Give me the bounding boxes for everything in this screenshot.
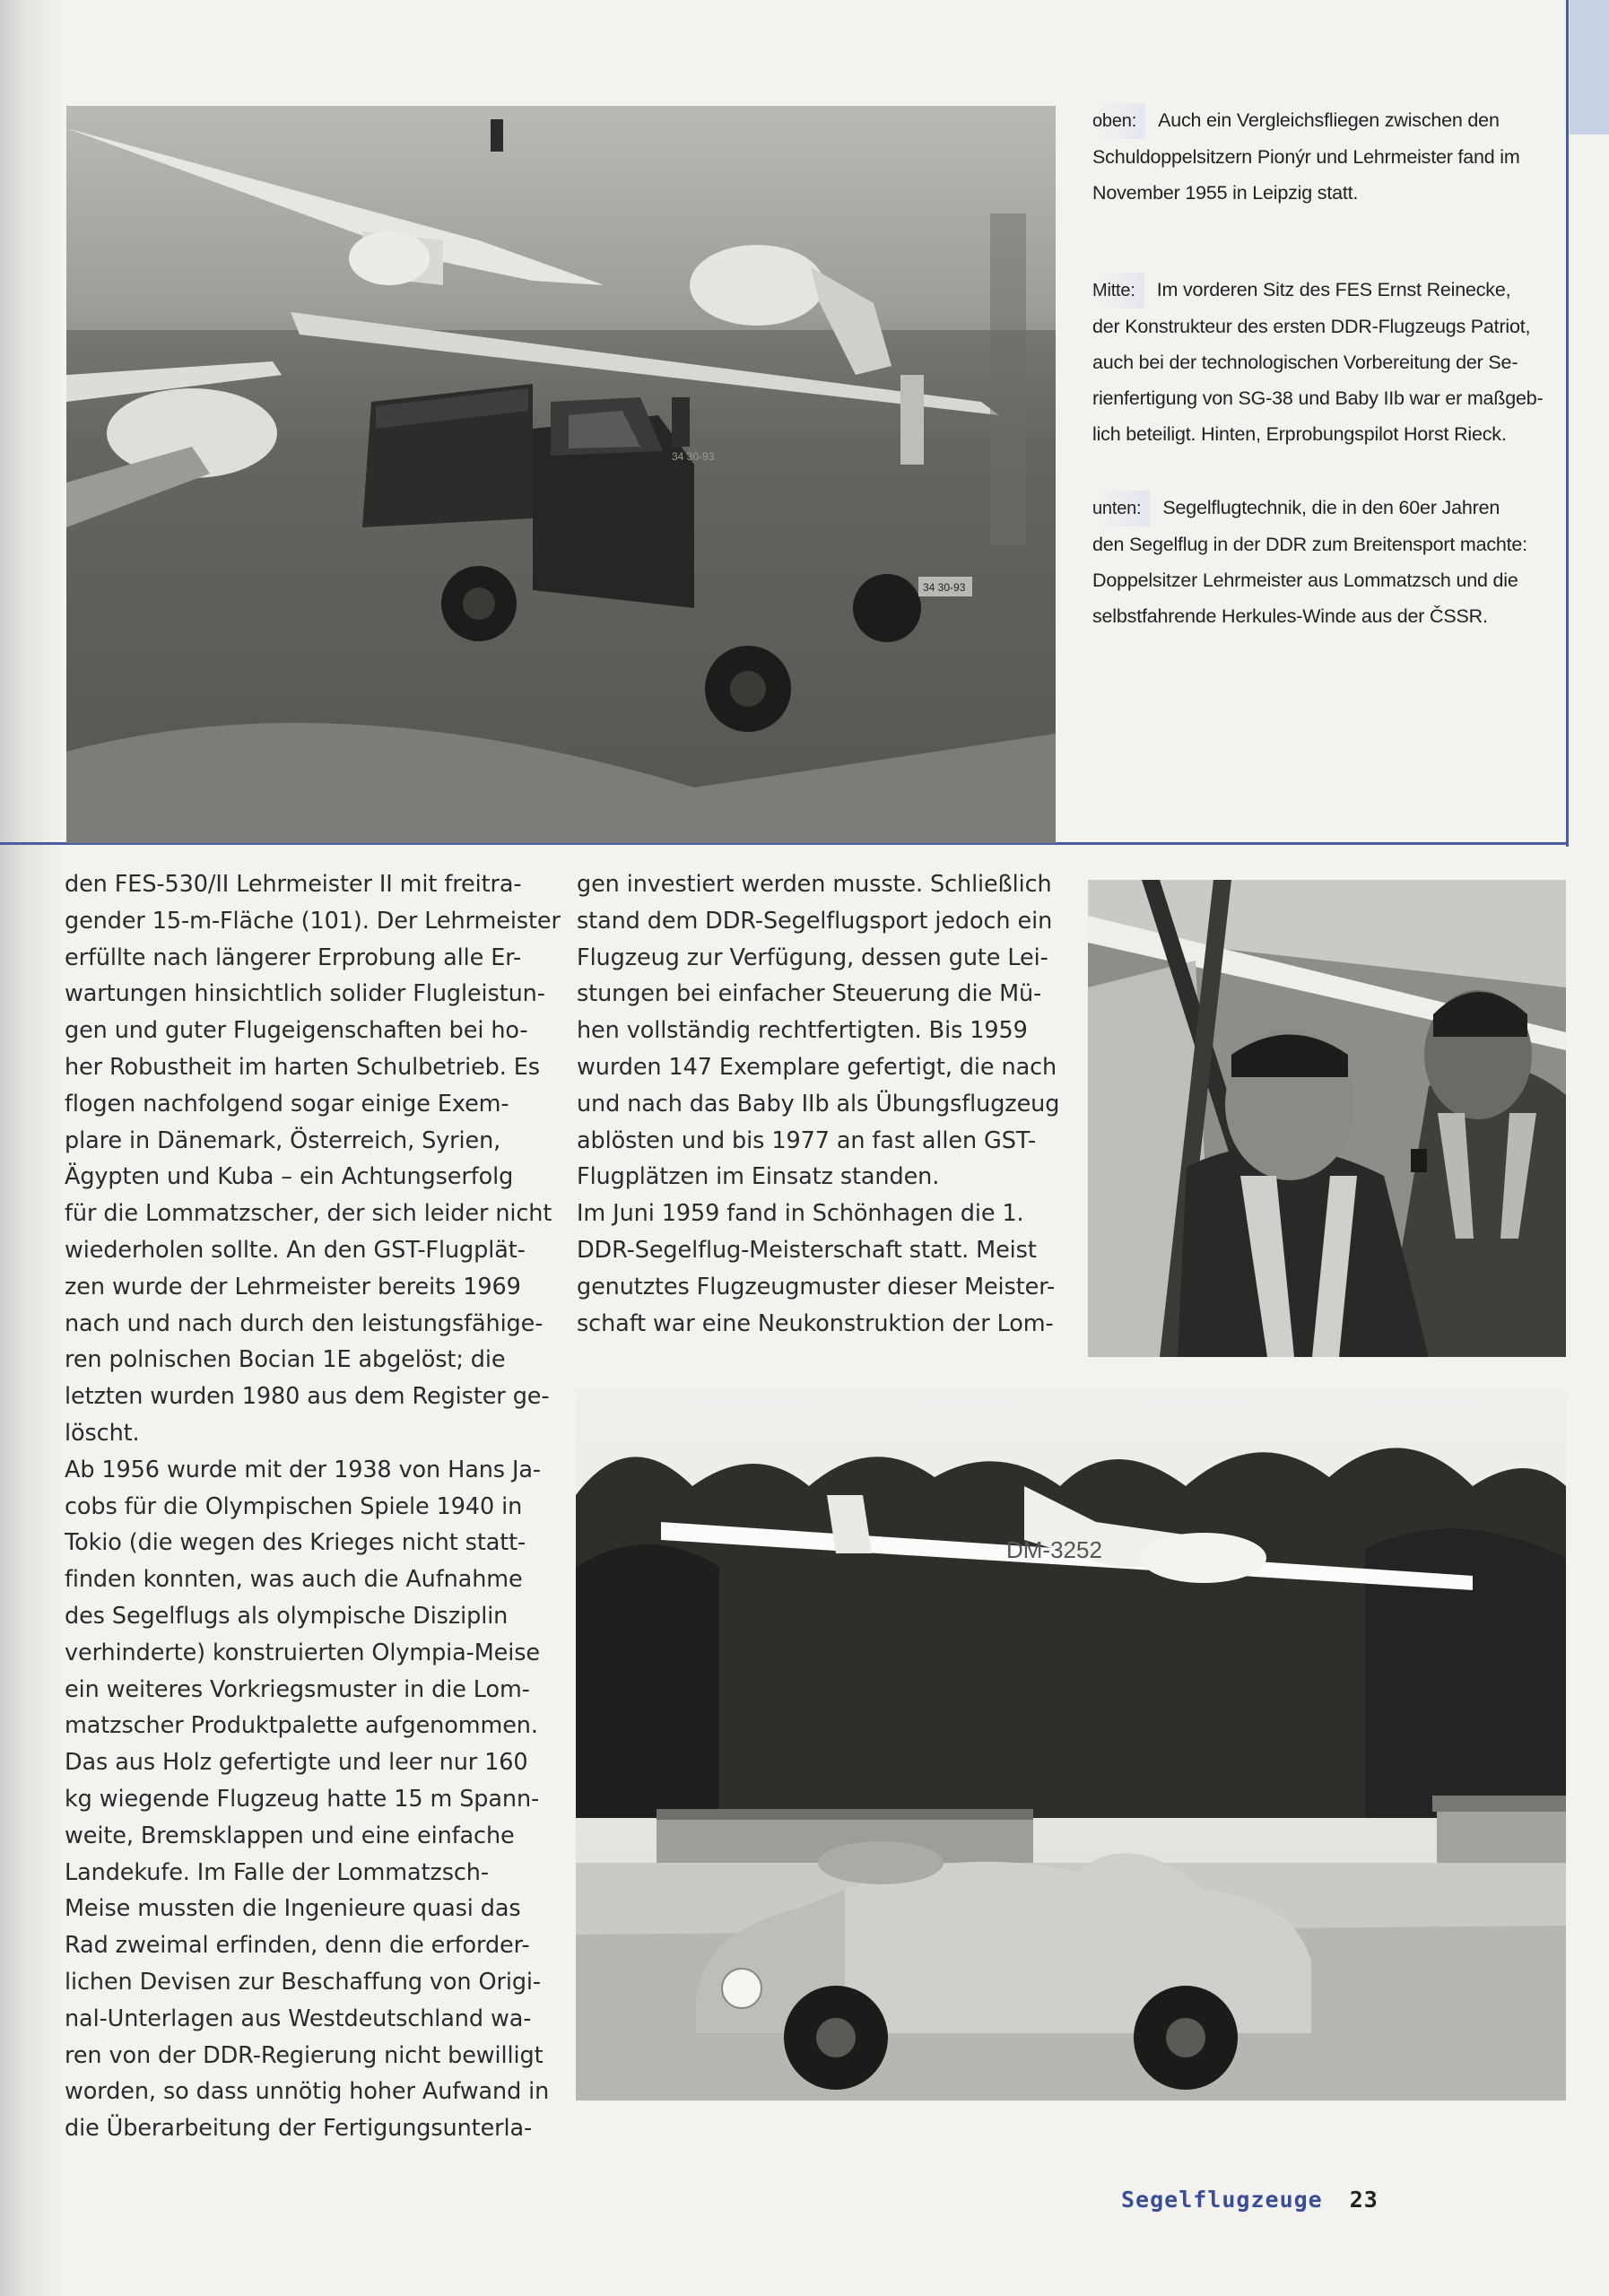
caption-line: auch bei der technologischen Vorbereitung der Se- [1092,352,1518,373]
caption-line: Segelflugtechnik, die in den 60er Jahren [1162,497,1500,518]
caption-line: selbstfahrende Herkules-Winde aus der ČSSR. [1092,605,1488,627]
body-text-line: verhinderte) konstruierten Olympia-Meise [65,1639,541,1666]
body-text-line: hen vollständig rechtfertigten. Bis 1959 [577,1017,1028,1045]
binding-gutter-shadow [0,0,63,2296]
caption-line: Doppelsitzer Lehrmeister aus Lommatzsch und die [1092,570,1518,591]
body-text-line: Im Juni 1959 fand in Schönhagen die 1. [577,1200,1024,1228]
caption-middle [1092,272,1557,452]
body-text-line: her Robustheit im harten Schulbetrieb. Es [65,1053,540,1081]
body-text-line: wiederholen sollte. An den GST-Flugplät- [65,1236,526,1264]
body-text-line: erfüllte nach längerer Erprobung alle Er- [65,944,522,971]
body-text-line: Ägypten und Kuba – ein Achtungserfolg [65,1163,514,1191]
body-text-line: schaft war eine Neukonstruktion der Lom- [577,1309,1054,1337]
body-text-line: zen wurde der Lehrmeister bereits 1969 [65,1273,521,1300]
body-text-line: Meise mussten die Ingenieure quasi das [65,1895,521,1923]
truck-plate: 34 30-93 [923,581,966,594]
caption-line: November 1955 in Leipzig statt. [1092,182,1359,204]
caption-line: Im vorderen Sitz des FES Ernst Reinecke, [1156,279,1511,300]
body-text-line: ren polnischen Bocian 1E abgelöst; die [65,1346,506,1374]
body-text-line: Tokio (die wegen des Krieges nicht statt- [65,1529,526,1557]
caption-line: rienfertigung von SG-38 und Baby IIb war er maßgeb- [1092,387,1544,409]
caption-bottom [1092,490,1557,634]
photo-glider-and-winch [576,1387,1566,2100]
caption-box-rule-vertical [1566,0,1569,847]
body-text-line: gen investiert werden musste. Schließlich [577,871,1052,898]
page-edge-tab [1570,0,1609,135]
glider-registration: DM-3252 [1006,1536,1102,1563]
caption-line: den Segelflug in der DDR zum Breitensport machte: [1092,534,1527,555]
photo-gliders-and-truck [66,106,1056,843]
caption-top [1092,102,1557,211]
body-text-line: löscht. [65,1419,140,1447]
photo-captions [1092,102,1557,672]
body-text-line: ein weiteres Vorkriegsmuster in die Lom- [65,1675,530,1703]
body-text-line: und nach das Baby IIb als Übungsflugzeug [577,1090,1060,1118]
page-footer [1121,2187,1379,2213]
body-text-line: cobs für die Olympischen Spiele 1940 in [65,1492,523,1520]
body-text-line: worden, so dass unnötig hoher Aufwand in [65,2078,550,2106]
body-text-line: Das aus Holz gefertigte und leer nur 160 [65,1749,528,1777]
body-text-line: Rad zweimal erfinden, denn die erforder- [65,1932,530,1960]
body-text-line: ren von der DDR-Regierung nicht bewilligt [65,2041,544,2069]
body-text-line: den FES-530/II Lehrmeister II mit freitra- [65,871,522,898]
body-text-line: stungen bei einfacher Steuerung die Mü- [577,980,1042,1008]
body-text-line: nach und nach durch den leistungsfähige- [65,1309,544,1337]
caption-tag-bottom: unten: [1092,491,1150,526]
body-text-line: plare in Dänemark, Österreich, Syrien, [65,1126,501,1154]
body-text-middle-column [577,866,1065,1342]
body-text-line: wurden 147 Exemplare gefertigt, die nach [577,1053,1057,1081]
body-text-line: kg wiegende Flugzeug hatte 15 m Spann- [65,1785,540,1813]
body-text-line: lichen Devisen zur Beschaffung von Origi- [65,1968,542,1996]
section-title: Segelflugzeuge [1121,2187,1323,2213]
caption-tag-top: oben: [1092,103,1145,139]
body-text-line: wartungen hinsichtlich solider Flugleistun- [65,980,545,1008]
body-text-line: Flugzeug zur Verfügung, dessen gute Lei- [577,944,1048,971]
body-text-line: Ab 1956 wurde mit der 1938 von Hans Ja- [65,1456,542,1483]
caption-line: lich beteiligt. Hinten, Erprobungspilot Horst Rieck. [1092,423,1507,445]
caption-line: Schuldoppelsitzern Pionýr und Lehrmeister fand im [1092,146,1520,168]
body-text-line: die Überarbeitung der Fertigungsunterla- [65,2115,533,2143]
caption-line: Auch ein Vergleichsfliegen zwischen den [1158,109,1500,131]
body-text-line: für die Lommatzscher, der sich leider nicht [65,1200,552,1228]
body-text-line: letzten wurden 1980 aus dem Register ge- [65,1383,550,1411]
body-text-line: weite, Bremsklappen und eine einfache [65,1822,515,1849]
body-text-line: DDR-Segelflug-Meisterschaft statt. Meist [577,1236,1037,1264]
body-text-line: Landekufe. Im Falle der Lommatzsch- [65,1858,489,1886]
body-text-left-column [65,866,561,2147]
body-text-line: ablösten und bis 1977 an fast allen GST- [577,1126,1037,1154]
body-text-line: matzscher Produktpalette aufgenommen. [65,1712,538,1740]
photo-pilots-in-cockpit [1088,880,1566,1357]
svg-text:34 30-93: 34 30-93 [672,450,715,463]
body-text-line: flogen nachfolgend sogar einige Exem- [65,1090,509,1118]
body-text-line: stand dem DDR-Segelflugsport jedoch ein [577,907,1053,935]
page-number: 23 [1349,2187,1379,2213]
body-text-line: finden konnten, was auch die Aufnahme [65,1566,523,1594]
body-text-line: gender 15-m-Fläche (101). Der Lehrmeister [65,907,561,935]
caption-tag-middle: Mitte: [1092,273,1144,309]
body-text-line: nal-Unterlagen aus Westdeutschland wa- [65,2005,532,2032]
body-text-line: genutztes Flugzeugmuster dieser Meister- [577,1273,1056,1300]
body-text-line: des Segelflugs als olympische Disziplin [65,1602,509,1630]
body-text-line: gen und guter Flugeigenschaften bei ho- [65,1017,528,1045]
body-text-line: Flugplätzen im Einsatz standen. [577,1163,940,1191]
caption-line: der Konstrukteur des ersten DDR-Flugzeugs Patriot, [1092,316,1531,337]
